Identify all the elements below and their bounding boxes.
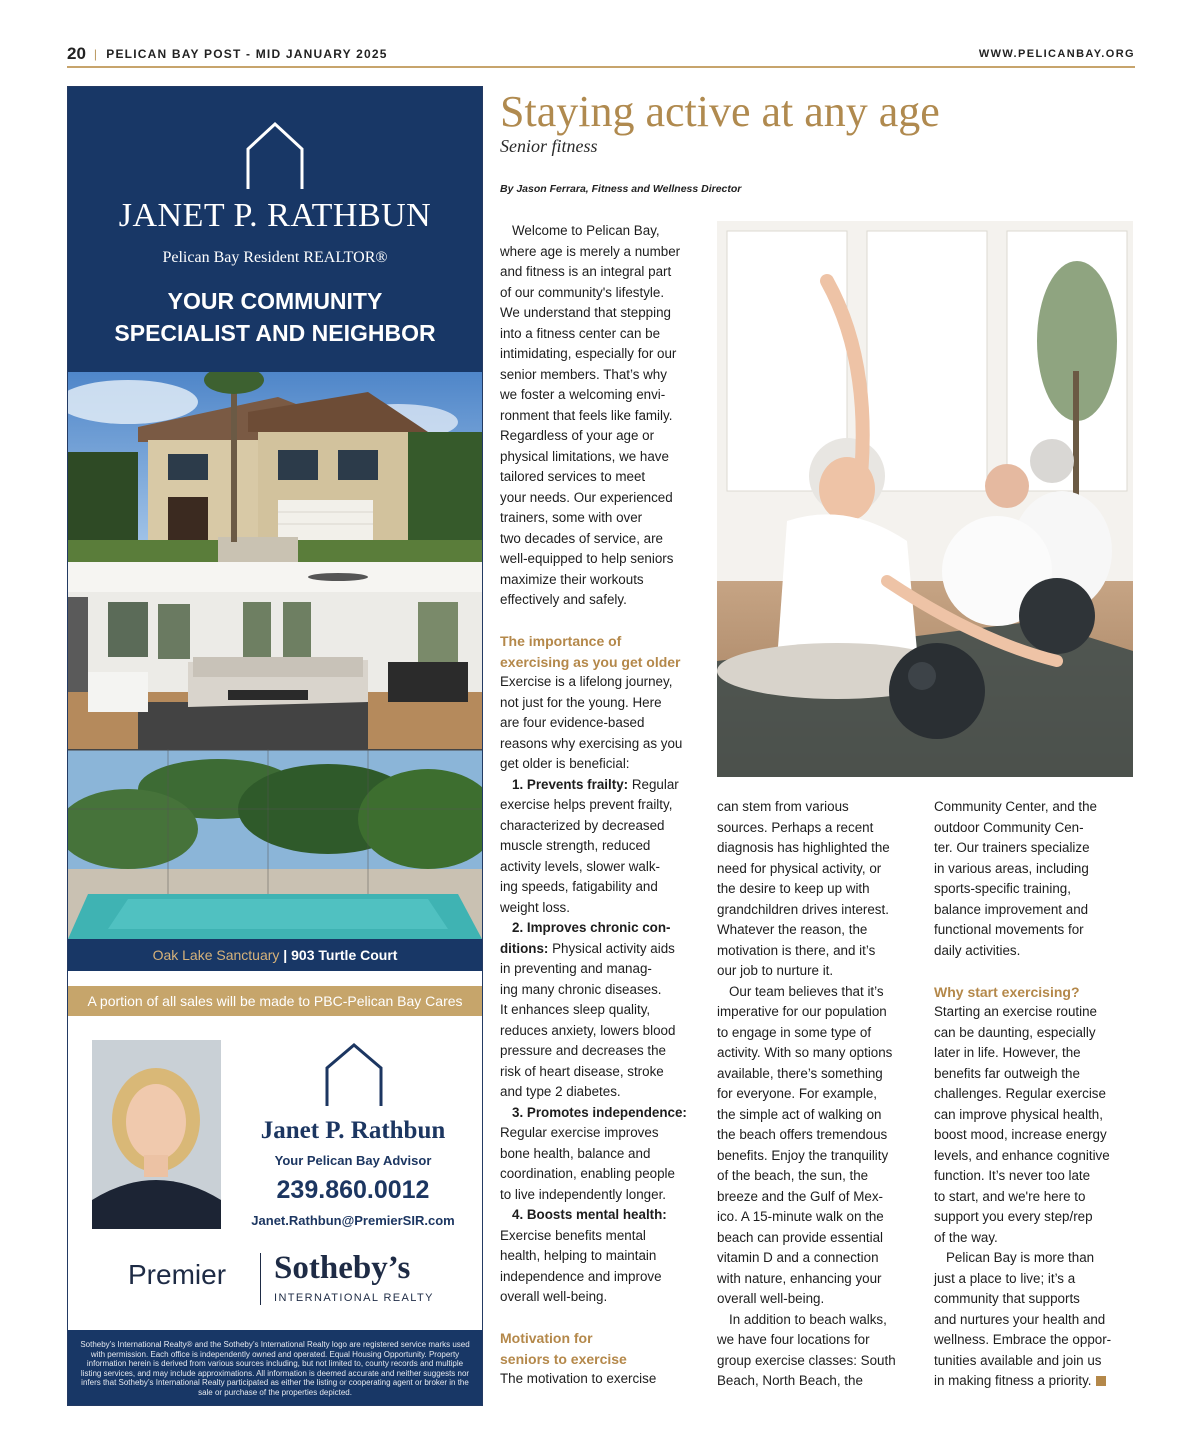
agent-role: Your Pelican Bay Advisor	[274, 1153, 432, 1168]
text-line: Community Center, and the	[934, 799, 1098, 814]
text-line: to live independently longer.	[500, 1186, 667, 1202]
house-exterior-photo	[68, 372, 482, 562]
item2-title-line2: ditions: Physical activity aids	[500, 940, 675, 956]
motivation-paragraph	[500, 1369, 703, 1390]
item1-title: 1. Prevents frailty:	[512, 776, 629, 792]
text-line: well-equipped to help seniors	[500, 551, 674, 566]
text-line: Beach, North Beach, the	[717, 1373, 863, 1388]
text-line: group exercise classes: South	[717, 1352, 896, 1368]
text-line: to engage in some type of	[717, 1024, 872, 1040]
text-line: pressure and decreases the	[500, 1043, 666, 1058]
end-square-icon	[1096, 1376, 1106, 1386]
article-column-1	[500, 221, 703, 1390]
listing-address: 903 Turtle Court	[291, 947, 398, 963]
text-line: the beach offers tremendous	[717, 1127, 888, 1142]
header-left	[67, 44, 388, 64]
text-line: tunities available and join us	[934, 1352, 1102, 1368]
spacer	[500, 611, 703, 632]
text-line: It enhances sleep quality,	[500, 1002, 651, 1017]
text-line: available, there’s something	[717, 1065, 883, 1081]
text-line: trainers, some with over	[500, 510, 643, 525]
text-line: Our team believes that it’s	[729, 983, 884, 999]
text-line: we have four locations for	[717, 1332, 870, 1347]
text-line: Regular exercise improves	[500, 1125, 659, 1140]
listing-location	[68, 939, 482, 971]
text-line: can improve physical health,	[934, 1106, 1103, 1122]
text-line: beach can provide essential	[717, 1229, 884, 1245]
text-line: coordination, enabling people	[500, 1166, 675, 1181]
text-line: levels, and enhance cognitive	[934, 1147, 1110, 1163]
why-start-paragraph	[934, 1002, 1137, 1248]
text-line: two decades of service, are	[500, 530, 664, 546]
text-line: and fitness is an integral part	[500, 264, 672, 279]
importance-paragraph	[500, 672, 703, 775]
text-line: health, helping to maintain	[500, 1248, 657, 1263]
text-line: with nature, enhancing your	[717, 1270, 882, 1286]
brand-sothebys: Sotheby’s	[274, 1250, 411, 1286]
agent-phone: 239.860.0012	[276, 1176, 430, 1204]
publication-name: PELICAN BAY POST - MID JANUARY 2025	[106, 47, 388, 61]
ad-tagline-line2: SPECIALIST AND NEIGHBOR	[114, 320, 436, 346]
text-line: Starting an exercise routine	[934, 1004, 1098, 1019]
item2-title-line1: 2. Improves chronic con-	[512, 920, 671, 935]
text-line: Motivation for	[500, 1330, 593, 1346]
item2-body	[500, 959, 703, 1103]
text-line: need for physical activity, or	[717, 860, 882, 876]
text-line: of our community's lifestyle.	[500, 284, 665, 300]
text-line: overall well-being.	[717, 1291, 825, 1306]
agent-email: Janet.Rathbun@PremierSIR.com	[251, 1213, 455, 1228]
article-column-2	[717, 797, 920, 1392]
text-line: seniors to exercise	[500, 1350, 627, 1367]
text-line: Pelican Bay is more than	[946, 1250, 1095, 1265]
website-url: WWW.PELICANBAY.ORG	[978, 48, 1135, 60]
page-header	[67, 44, 1135, 66]
text-line: grandchildren drives interest.	[717, 901, 889, 917]
text-line: our job to nurture it.	[717, 963, 834, 978]
text-line: independence and improve	[500, 1268, 662, 1284]
text-line: In addition to beach walks,	[729, 1311, 887, 1327]
text-line: we foster a welcoming envi-	[500, 387, 666, 402]
text-line: overall well-being.	[500, 1289, 608, 1304]
item3-body	[500, 1123, 703, 1205]
locations-paragraph	[717, 1310, 920, 1392]
legal-disclaimer: Sotheby’s International Realty® and the Sotheby’s International Realty logo are registered service marks used with permission. Each office is independently owned and operated. Equal Housing Opportunity. Property information herein is derived from various sources including, but not limited to, county records and multiple listing services, and may include approximations. All information is deemed accurate and neither suggests nor infers that Sotheby’s International Realty participated as either the listing or cooperating agent or broker in the sale or purchase of the properties depicted.	[68, 1330, 482, 1406]
text-line: your needs. Our experienced	[500, 489, 673, 505]
ad-agent-name: JANET P. RATHBUN	[118, 197, 432, 234]
item1-body	[500, 795, 703, 918]
item3-title-line: 3. Promotes independence:	[512, 1104, 687, 1120]
ad-top-banner	[68, 87, 482, 372]
text-line: in making fitness a priority.	[934, 1371, 1137, 1392]
realtor-advertisement	[67, 86, 483, 1406]
pool-photo	[68, 749, 482, 939]
text-line: into a fitness center can be	[500, 325, 661, 341]
text-line: muscle strength, reduced	[500, 838, 651, 853]
text-line: can stem from various	[717, 799, 849, 814]
text-line: The motivation to exercise	[500, 1371, 657, 1386]
text-line: and type 2 diabetes.	[500, 1084, 621, 1099]
text-line: sports-specific training,	[934, 881, 1071, 896]
motivation-paragraph-cont	[717, 797, 920, 982]
text-line: bone health, balance and	[500, 1145, 651, 1161]
text-line: in various areas, including	[934, 860, 1089, 876]
text-line: ing speeds, fatigability and	[500, 879, 658, 894]
text-line: of the way.	[934, 1229, 998, 1245]
text-line: risk of heart disease, stroke	[500, 1063, 664, 1079]
section-heading-why-start: Why start exercising?	[934, 983, 1080, 1000]
text-line: The importance of	[500, 633, 622, 649]
text-line: Regardless of your age or	[500, 428, 655, 443]
text-line: effectively and safely.	[500, 592, 627, 607]
text-line: boost mood, increase energy	[934, 1127, 1107, 1142]
text-line: weight loss.	[500, 899, 570, 915]
text-line: imperative for our population	[717, 1004, 887, 1019]
text-line: daily activities.	[934, 942, 1021, 958]
text-line: Whatever the reason, the	[717, 922, 868, 937]
spacer	[500, 1308, 703, 1329]
text-line: We understand that stepping	[500, 305, 671, 320]
text-line: reasons why exercising as you	[500, 735, 683, 751]
text-line: ronment that feels like family.	[500, 407, 673, 423]
section-heading-importance	[500, 631, 703, 672]
text-line: challenges. Regular exercise	[934, 1086, 1106, 1101]
text-line: get older is beneficial:	[500, 756, 630, 771]
brand-international-realty: INTERNATIONAL REALTY	[274, 1292, 434, 1304]
text-line: in preventing and manag-	[500, 961, 652, 976]
article-title: Staying active at any age	[500, 87, 940, 136]
text-line: for everyone. For example,	[717, 1086, 878, 1101]
house-outline-icon	[245, 121, 305, 191]
text-line: Exercise benefits mental	[500, 1227, 646, 1243]
item4-title-line: 4. Boosts mental health:	[512, 1207, 667, 1222]
charity-banner: A portion of all sales will be made to PBC-Pelican Bay Cares	[68, 986, 482, 1016]
text-line: senior members. That’s why	[500, 366, 667, 382]
text-line: ing many chronic diseases.	[500, 981, 662, 997]
text-line: exercise helps prevent frailty,	[500, 797, 673, 812]
text-line: community that supports	[934, 1291, 1080, 1306]
text-line: diagnosis has highlighted the	[717, 840, 890, 855]
text-line: benefits far outweigh the	[934, 1065, 1080, 1081]
text-line: reduces anxiety, lowers blood	[500, 1022, 676, 1038]
text-line: functional movements for	[934, 922, 1084, 937]
closing-paragraph	[934, 1248, 1137, 1392]
text-line: intimidating, especially for our	[500, 346, 677, 361]
item4-body	[500, 1226, 703, 1308]
ad-tagline	[68, 285, 482, 349]
text-line: of the beach, the sun, the	[717, 1168, 869, 1183]
text-line: maximize their workouts	[500, 571, 644, 587]
ad-agent-subtitle: Pelican Bay Resident REALTOR®	[162, 249, 388, 266]
text-line: physical limitations, we have	[500, 448, 669, 464]
item1-first-line: 1. Prevents frailty: Regular	[512, 776, 679, 792]
text-line: activity. With so many options	[717, 1045, 893, 1060]
article-subtitle: Senior fitness	[500, 136, 598, 156]
header-rule	[67, 66, 1135, 68]
text-line: benefits. Enjoy the tranquility	[717, 1147, 889, 1163]
listing-separator: |	[279, 947, 292, 963]
page-number: 20	[67, 44, 86, 63]
text-line: and nurtures your health and	[934, 1311, 1106, 1327]
text-line: wellness. Embrace the oppor-	[934, 1332, 1112, 1347]
text-line: are four evidence-based	[500, 715, 645, 730]
header-separator: |	[93, 47, 99, 61]
text-line: activity levels, slower walk-	[500, 858, 660, 874]
agent-portrait	[92, 1040, 221, 1229]
text-line: the simple act of walking on	[717, 1106, 882, 1122]
text-line: can be daunting, especially	[934, 1024, 1096, 1040]
brand-divider	[260, 1253, 261, 1305]
house-outline-icon	[324, 1042, 384, 1108]
intro-paragraph	[500, 221, 703, 611]
text-line: vitamin D and a connection	[717, 1250, 879, 1265]
listing-area: Oak Lake Sanctuary	[152, 947, 280, 963]
team-paragraph	[717, 982, 920, 1310]
article-byline: By Jason Ferrara, Fitness and Wellness Director	[500, 183, 742, 195]
text-line: not just for the young. Here	[500, 694, 662, 710]
text-line: tailored services to meet	[500, 469, 646, 484]
living-room-photo	[68, 562, 482, 749]
text-line: Exercise is a lifelong journey,	[500, 674, 673, 689]
locations-paragraph-cont	[934, 797, 1137, 961]
text-line: ico. A 15-minute walk on the	[717, 1209, 884, 1224]
text-line: balance improvement and	[934, 901, 1089, 917]
text-line: support you every step/rep	[934, 1209, 1093, 1224]
text-line: motivation is there, and it’s	[717, 942, 876, 958]
ad-tagline-line1: YOUR COMMUNITY	[167, 288, 383, 314]
text-line: characterized by decreased	[500, 817, 665, 833]
text-line: outdoor Community Cen-	[934, 819, 1084, 835]
article-column-3	[934, 797, 1137, 1392]
text-line: where age is merely a number	[500, 243, 681, 259]
text-line: to start, and we're here to	[934, 1188, 1086, 1204]
text-line: later in life. However, the	[934, 1045, 1081, 1060]
text-line: breeze and the Gulf of Mex-	[717, 1188, 883, 1204]
text-line: Welcome to Pelican Bay,	[512, 223, 660, 238]
brand-premier: Premier	[128, 1259, 227, 1290]
spacer	[934, 961, 1137, 982]
text-line: sources. Perhaps a recent	[717, 819, 874, 835]
text-line: exercising as you get older	[500, 653, 681, 670]
senior-fitness-class-photo	[717, 221, 1133, 777]
text-line: just a place to live; it’s a	[934, 1270, 1076, 1286]
section-heading-motivation	[500, 1328, 703, 1369]
agent-name: Janet P. Rathbun	[260, 1117, 446, 1144]
text-line: the desire to keep up with	[717, 881, 870, 896]
text-line: ter. Our trainers specialize	[934, 840, 1090, 855]
text-line: function. It’s never too late	[934, 1168, 1091, 1183]
